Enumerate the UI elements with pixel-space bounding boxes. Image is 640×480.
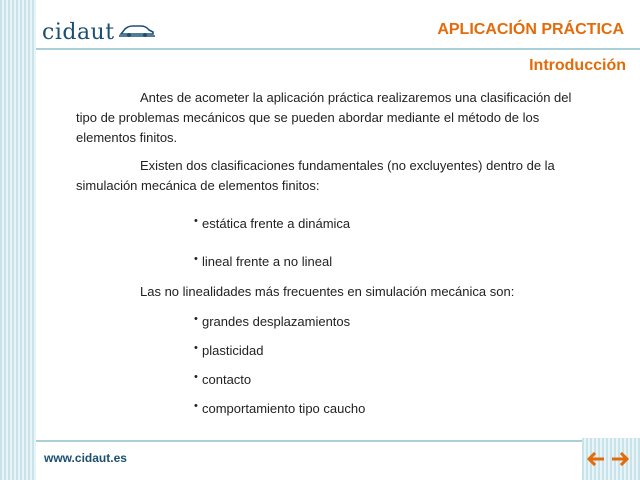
nonlinearities-lead: Las no linealidades más frecuentes en simulación mecánica son:: [140, 284, 515, 299]
header-divider: [36, 48, 640, 50]
car-logo-icon: [119, 21, 155, 44]
arrow-left-icon: [586, 452, 604, 466]
arrow-right-icon: [612, 452, 630, 466]
logo-text: cidaut: [42, 20, 115, 45]
list-item: • lineal frente a no lineal: [202, 252, 576, 272]
header-stripes: [0, 0, 36, 48]
classification-paragraph: Existen dos clasificaciones fundamentales (no excluyentes) dentro de la simulación mecánica de elementos finitos:: [76, 158, 555, 193]
slide-navigation: [584, 449, 632, 469]
list-item: • estática frente a dinámica: [202, 214, 576, 234]
footer-url[interactable]: www.cidaut.es: [44, 451, 127, 465]
left-decorative-stripes: [0, 0, 36, 480]
section-subtitle: Introducción: [529, 57, 626, 74]
main-content: [76, 88, 576, 419]
list-item: • comportamiento tipo caucho: [202, 399, 576, 419]
logo: [42, 20, 155, 45]
next-button[interactable]: [610, 449, 632, 469]
previous-button[interactable]: [584, 449, 606, 469]
intro-paragraph: Antes de acometer la aplicación práctica realizaremos una clasificación del tipo de problemas mecánicos que se pueden abordar mediante el método de los elementos finitos.: [76, 90, 572, 145]
list-item: • grandes desplazamientos: [202, 312, 576, 332]
list-item: • plasticidad: [202, 341, 576, 361]
list-item: • contacto: [202, 370, 576, 390]
page-title: APLICACIÓN PRÁCTICA: [437, 21, 624, 38]
footer-divider: [36, 440, 640, 442]
